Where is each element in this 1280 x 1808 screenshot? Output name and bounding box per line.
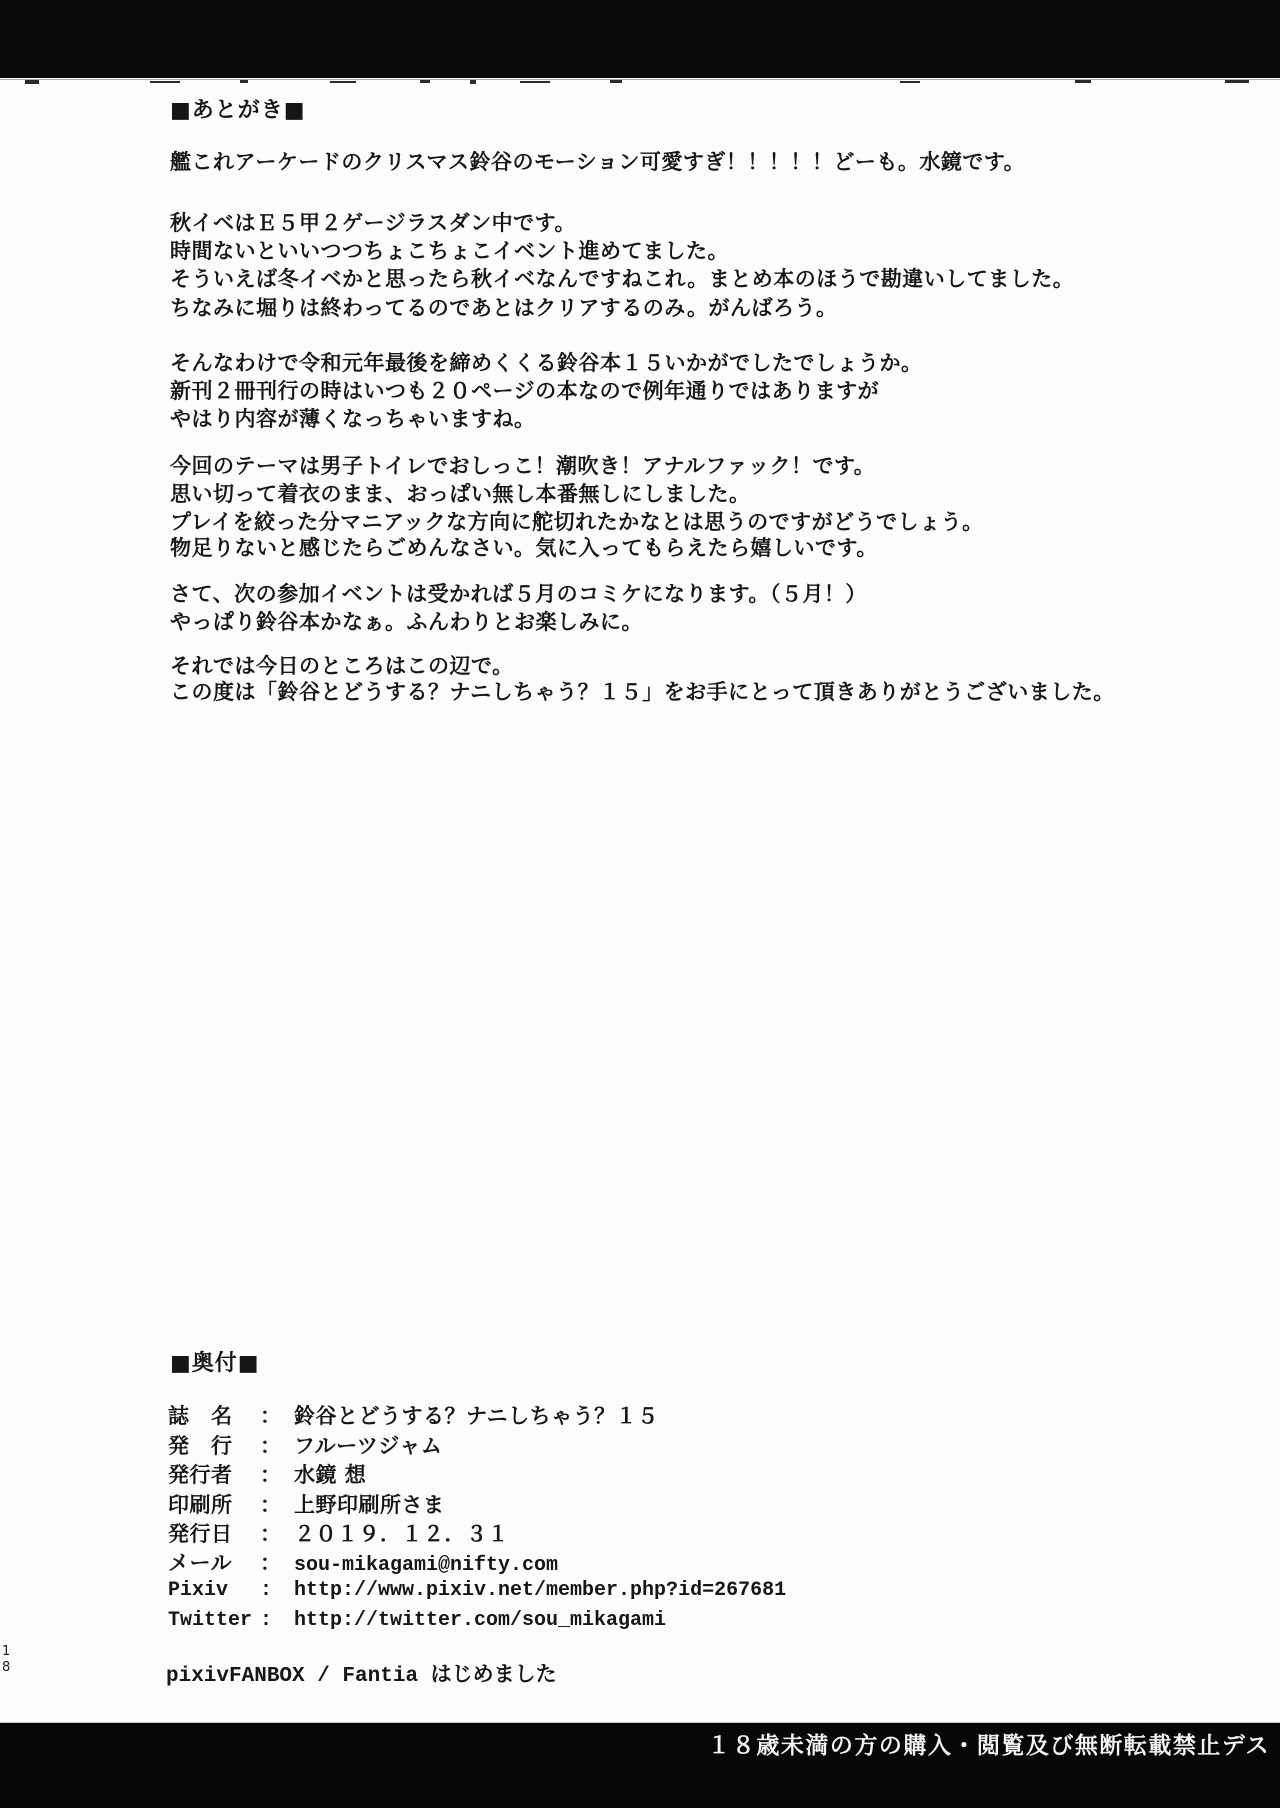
afterword-line: この度は「鈴谷とどうする？ナニしちゃう？１５」をお手にとって頂きありがとうございました。 (170, 680, 1115, 704)
scan-artifact (470, 80, 476, 84)
colophon-label: 発行者 (168, 1463, 233, 1487)
colophon-value-email: sou-mikagami@nifty.com (294, 1554, 559, 1577)
colophon-row (168, 1518, 509, 1548)
scan-artifact (420, 80, 430, 83)
top-black-bar (0, 0, 1280, 78)
colophon-separator: : (260, 1609, 273, 1632)
scan-artifact (520, 81, 550, 83)
afterword-line: そんなわけで令和元年最後を締めくくる鈴谷本１５いかがでしたでしょうか。 (170, 351, 923, 375)
afterword-heading: ■あとがき■ (170, 98, 306, 123)
colophon-label: メール (168, 1551, 233, 1575)
colophon-label: 印刷所 (168, 1493, 233, 1517)
footer-disclaimer: １８歳未満の方の購入・閲覧及び無断転載禁止デス (707, 1733, 1270, 1759)
afterword-line: 思い切って着衣のまま、おっぱい無し本番無しにしました。 (170, 482, 751, 506)
colophon-row (168, 1547, 558, 1577)
scan-artifact (610, 80, 622, 83)
colophon-row (168, 1606, 666, 1632)
colophon-separator: ： (260, 1463, 282, 1487)
afterword-line: 時間ないといいつつちょこちょこイベント進めてました。 (170, 239, 729, 263)
scan-artifact (240, 80, 248, 83)
scan-artifact (1075, 80, 1091, 83)
colophon-value: フルーツジャム (294, 1434, 443, 1458)
colophon-value: 水鏡 想 (294, 1463, 367, 1487)
page-number-digit: 1 (2, 1644, 11, 1659)
afterword-line: やはり内容が薄くなっちゃいますね。 (170, 407, 536, 431)
afterword-line: 物足りないと感じたらごめんなさい。気に入ってもらえたら嬉しいです。 (170, 536, 878, 560)
afterword-line: 今回のテーマは男子トイレでおしっこ！潮吹き！アナルファック！です。 (170, 454, 876, 478)
colophon-label: 発行日 (168, 1522, 233, 1546)
colophon-heading: ■奥付■ (170, 1351, 260, 1376)
colophon-separator: ： (260, 1493, 282, 1517)
scan-artifact (1225, 80, 1249, 83)
colophon-value-pixiv-url: http://www.pixiv.net/member.php?id=267681 (294, 1579, 787, 1602)
scan-artifact (150, 81, 180, 83)
page-number-digit: 8 (2, 1660, 11, 1675)
colophon-value-twitter-url: http://twitter.com/sou_mikagami (294, 1609, 667, 1632)
colophon-row (168, 1400, 659, 1430)
colophon-label: 発 行 (168, 1434, 233, 1458)
afterword-line: さて、次の参加イベントは受かれば５月のコミケになります。（５月！） (170, 582, 867, 606)
scan-artifact (330, 81, 356, 83)
scan-artifact (25, 80, 39, 84)
afterword-line: 艦これアーケードのクリスマス鈴谷のモーション可愛すぎ！！！！！どーも。水鏡です。 (170, 150, 1026, 174)
colophon-value: 上野印刷所さま (294, 1493, 445, 1517)
colophon-note: pixivFANBOX / Fantia はじめました (166, 1665, 557, 1688)
afterword-line: ちなみに堀りは終わってるのであとはクリアするのみ。がんばろう。 (170, 296, 838, 320)
colophon-label: Twitter (168, 1609, 253, 1632)
afterword-line: やっぱり鈴谷本かなぁ。ふんわりとお楽しみに。 (170, 610, 643, 634)
bottom-black-bar (0, 1722, 1280, 1808)
afterword-line: プレイを絞った分マニアックな方向に舵切れたかなとは思うのですがどうでしょう。 (170, 510, 984, 534)
colophon-label: Pixiv (168, 1579, 229, 1602)
colophon-row (168, 1576, 786, 1602)
colophon-row (168, 1489, 445, 1519)
colophon-separator: ： (260, 1522, 282, 1546)
colophon-separator: ： (260, 1551, 282, 1575)
colophon-row (168, 1459, 366, 1489)
afterword-line: 秋イベはＥ５甲２ゲージラスダン中です。 (170, 211, 576, 235)
colophon-separator: : (260, 1579, 273, 1602)
afterword-line: 新刊２冊刊行の時はいつも２０ページの本なので例年通りではありますが (170, 379, 880, 403)
afterword-line: そういえば冬イベかと思ったら秋イベなんですねこれ。まとめ本のほうで勘違いしてました。 (170, 267, 1075, 291)
colophon-separator: ： (260, 1434, 282, 1458)
colophon-label: 誌 名 (168, 1404, 233, 1428)
afterword-line: それでは今日のところはこの辺で。 (170, 654, 514, 678)
colophon-row (168, 1430, 442, 1460)
colophon-value: ２０１９．１２．３１ (294, 1522, 509, 1546)
colophon-value: 鈴谷とどうする？ナニしちゃう？１５ (294, 1404, 659, 1428)
scan-artifact (900, 81, 920, 83)
colophon-separator: ： (260, 1404, 282, 1428)
page-number (2, 1644, 10, 1676)
